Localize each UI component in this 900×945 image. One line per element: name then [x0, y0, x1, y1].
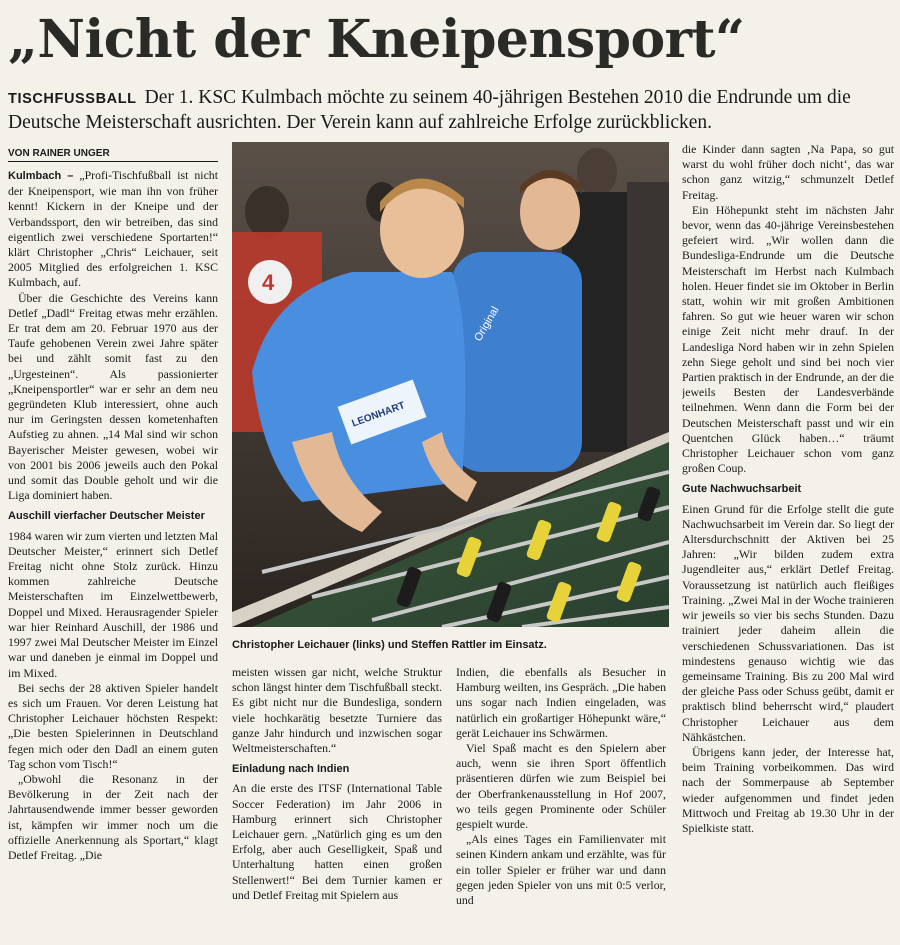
column-2: [232, 665, 442, 943]
column-3: [456, 665, 666, 943]
paragraph: „Als eines Tages ein Familienvater mit seinen Kindern ankam und erzählte, was für ein toller Spieler er früher war und dann gegen jeden Spieler von uns mit 0:5 verlor, und: [456, 832, 666, 908]
byline: VON RAINER UNGER: [8, 148, 218, 162]
paragraph: Übrigens kann jeder, der Interesse hat, beim Training vorbeikommen. Das wird nach der Sommerpause ab September wieder aufgenommen und findet jeden Mittwoch und Freitag ab 19.30 Uhr in der Spielkiste statt.: [682, 744, 894, 835]
subheading: Einladung nach Indien: [232, 763, 350, 776]
kicker: TISCHFUSSBALL: [8, 91, 137, 107]
paragraph: „Obwohl die Resonanz in der Bevölkerung in der Zeit nach der Jahrtausendwende immer besser geworden ist, kämpfen wir immer noch um die offizielle Anerkennung als Sportart,“ klagt Detlef Freitag. „Die: [8, 771, 218, 862]
paragraph: Über die Geschichte des Vereins kann Detlef „Dadl“ Freitag etwas mehr erzählen. Er trat dem am 20. Februar 1970 aus der Taufe gehobenen Verein zwei Jahre später bei und zählt somit fast zu den „Urgesteinen“. Als passionierter „Kneipensportler“ war er sehr an dem neu gegründeten Klub interessiert, ohne auch nur im Geringsten dessen kometenhaften Aufstieg zu ahnen. „14 Mal sind wir schon Bayerischer Meister gewesen, wobei wir von 2001 bis 2006 jeweils auch den Pokal und somit das Double geholt und wir die Liga dominiert haben.: [8, 290, 218, 503]
jersey-number: 4: [262, 270, 275, 295]
paragraph: Indien, die ebenfalls als Besucher in Hamburg weilten, ins Gespräch. „Die haben uns sogar nach Indien eingeladen, was natürlich ein großartiger Höhepunkt wäre,“ gerät Leichauer ins Schwärmen.: [456, 665, 666, 740]
shirt-text: Original: [472, 304, 502, 344]
paragraph: An die erste des ITSF (International Table Soccer Federation) im Jahr 2006 in Hamburg erinnert sich Christopher Leichauer gern. „Natürlich ging es um den Erfolg, aber auch Geselligkeit, Spaß und Unterhaltung hatten einen großen Stellenwert!“ Bei dem Turnier kamen er und Detlef Freitag mit Spielern aus: [232, 781, 442, 902]
subheading: Gute Nachwuchsarbeit: [682, 483, 802, 496]
paragraph: meisten wissen gar nicht, welche Struktur schon längst hinter dem Tischfußball steckt. Es gibt nicht nur die Bundesliga, sondern viele hochkarätig besetzte Turniere das ganze Jahr hindurch und inzwischen sogar Weltmeisterschaften.“: [232, 665, 442, 756]
dek: [8, 86, 892, 135]
photo-foosball-players: [232, 142, 669, 627]
subheading: Auschill vierfacher Deutscher Meister: [8, 510, 205, 523]
paragraph: Bei sechs der 28 aktiven Spieler handelt es sich um Frauen. Vor deren Leistung hat Christopher Leichauer höchsten Respekt: „Die besten Spielerinnen in Deutschland fegen mich oder den Dadl an einem guten Tag schon vom Tisch!“: [8, 680, 218, 771]
paragraph: die Kinder dann sagten ‚Na Papa, so gut warst du wohl früher doch nicht‘, das war schon ganz witzig,“ schmunzelt Detlef Freitag.: [682, 142, 894, 202]
paragraph: Viel Spaß macht es den Spielern aber auch, wenn sie ihren Sport öffentlich präsentieren dürfen wie zum Beispiel bei der Oberfrankenausstellung in Hof 2007, wo teils gegen Prominente oder Schüler gespielt wurde.: [456, 741, 666, 832]
dateline: Kulmbach –: [8, 170, 74, 182]
dek-text: Der 1. KSC Kulmbach möchte zu seinem 40-jährigen Bestehen 2010 die Endrunde um die Deutsche Meisterschaft ausrichten. Der Verein kann auf zahlreiche Erfolge zurückblicken.: [8, 87, 851, 133]
paragraph: Kulmbach – „Profi-Tischfußball ist nicht der Kneipensport, wie man ihn von früher kennt! Kickern in der Kneipe und der Verbandssport, den wir betreiben, das sind eigentlich zwei verschiedene Sportarten!“ klärt Christopher „Chris“ Leichauer, seit 2005 Mitglied des erfolgreichen 1. KSC Kulmbach, auf.: [8, 168, 218, 290]
paragraph: Einen Grund für die Erfolge stellt die gute Nachwuchsarbeit im Verein dar. So liegt der Altersdurchschnitt der Aktiven bei 25 Jahren: „Wir bilden zudem extra Jugendleiter aus,“ erklärt Detlef Freitag. Voraussetzung ist natürlich auch fleißiges Training. „Zwei Mal in der Woche trainieren wir jeweils so vier bis sechs Stunden. Dazu trainiert jeder daheim allein die verschiedenen Schussvariationen. Das ist mindestens genauso wichtig wie das gemeinsame Training. Bis zu 200 Mal wird der gleiche Pass oder Schuss geübt, damit er praktisch blind beherrscht wird,“ plaudert Christopher Leichauer aus dem Nähkästchen.: [682, 501, 894, 744]
column-4: [682, 142, 894, 943]
paragraph: Ein Höhepunkt steht im nächsten Jahr bevor, wenn das 40-jährige Vereinsbestehen gefeiert wird. „Wir wollen dann die Bundesliga-Endrunde um die Deutsche Meisterschaft im Herbst nach Kulmbach holen. Heuer findet sie im Oktober in Berlin statt, wohin wir mit großen Ambitionen fahren. So gut wie heuer waren wir schon einige Zeit nicht mehr drauf. In der Landesliga Nord haben wir in zehn Spielen zehn Siege geholt und sind bei noch vier Partien praktisch in der Endrunde, an der die jeweils Besten der Landesverbände teilnehmen. Wenn dann die Form bei der Deutschen Meisterschaft passt und wir ein Quentchen Glück haben…“ träumt Christopher Leichauer schon vom ganz großen Coup.: [682, 202, 894, 476]
photo-illustration: [232, 142, 669, 627]
paragraph: 1984 waren wir zum vierten und letzten Mal Deutscher Meister,“ erinnert sich Detlef Freitag nicht ohne Stolz zurück. Hinzu kommen zahlreiche Deutsche Meisterschaften im Einzelwettbewerb, Doppel und Mixed. Herausragender Spieler war hier Reinhard Auschill, der 1986 und 1997 zwei Mal Deutscher Meister im Einzel war und daneben je einmal im Doppel und im Mixed.: [8, 528, 218, 680]
shirt-sponsor: LEONHART: [350, 400, 407, 430]
headline: „Nicht der Kneipensport“: [8, 9, 745, 70]
photo-caption: Christopher Leichauer (links) und Steffen Rattler im Einsatz.: [232, 639, 547, 651]
column-1: [8, 168, 218, 943]
